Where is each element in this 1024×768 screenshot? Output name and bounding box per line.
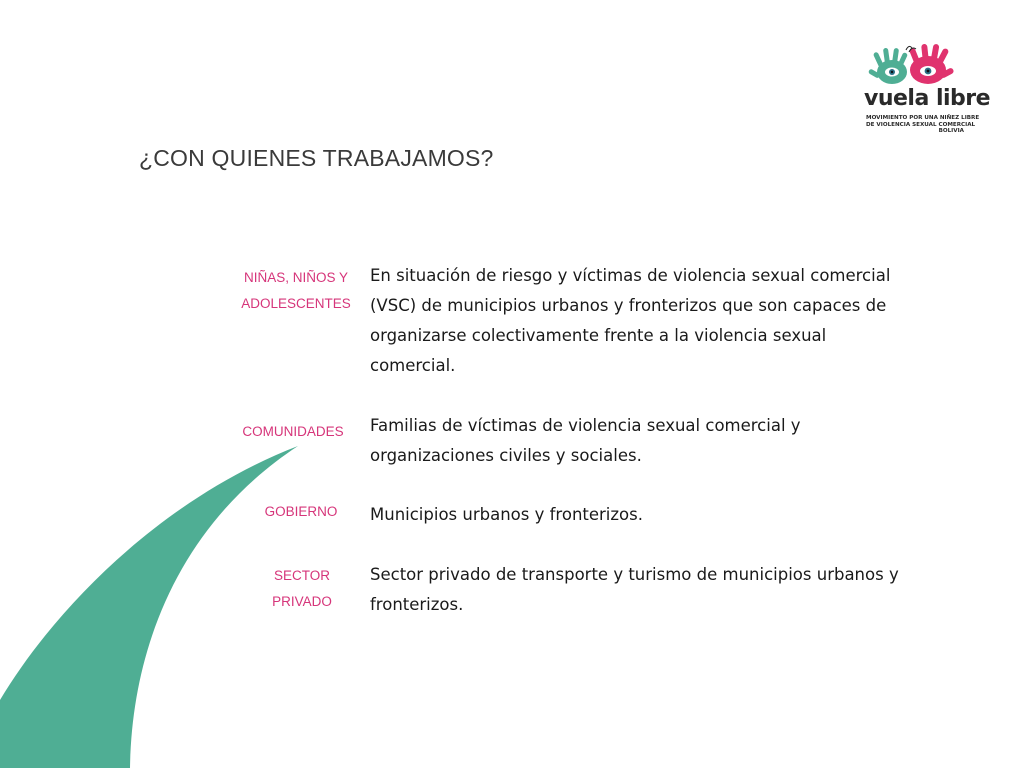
hands-eye-icon — [862, 42, 966, 90]
group-label-line: NIÑAS, NIÑOS Y — [243, 270, 349, 285]
group-label-ninos — [232, 265, 360, 317]
group-label-line: PRIVADO — [272, 594, 332, 609]
group-description-comunidades: Familias de víctimas de violencia sexual comercial y organizaciones civiles y sociales. — [370, 416, 801, 465]
logo-name: vuela libre — [864, 86, 991, 111]
logo-subtitle-line: DE VIOLENCIA SEXUAL COMERCIAL — [866, 121, 976, 128]
group-label-line: SECTOR — [273, 568, 330, 583]
page-title: ¿CON QUIENES TRABAJAMOS? — [139, 145, 494, 171]
group-description-sector-privado: Sector privado de transporte y turismo de municipios urbanos y fronterizos. — [370, 565, 899, 614]
group-label-line: ADOLESCENTES — [241, 296, 351, 311]
group-label-gobierno — [246, 499, 356, 525]
logo-subtitle-line: MOVIMIENTO POR UNA NIÑEZ LIBRE — [866, 115, 980, 121]
logo-subtitle — [866, 115, 980, 135]
group-label-comunidades — [230, 419, 356, 445]
vuela-libre-logo — [862, 42, 991, 144]
group-label-line: COMUNIDADES — [242, 424, 344, 439]
group-description-ninos: En situación de riesgo y víctimas de violencia sexual comercial (VSC) de municipios urbanos y fronterizos que son capaces de organizarse colectivamente frente a la violencia sexual comercial. — [370, 266, 891, 375]
group-label-line: GOBIERNO — [264, 504, 338, 519]
group-description-gobierno: Municipios urbanos y fronterizos. — [370, 505, 643, 524]
logo-subtitle-line: BOLIVIA — [938, 128, 964, 135]
group-label-sector-privado — [250, 563, 354, 615]
